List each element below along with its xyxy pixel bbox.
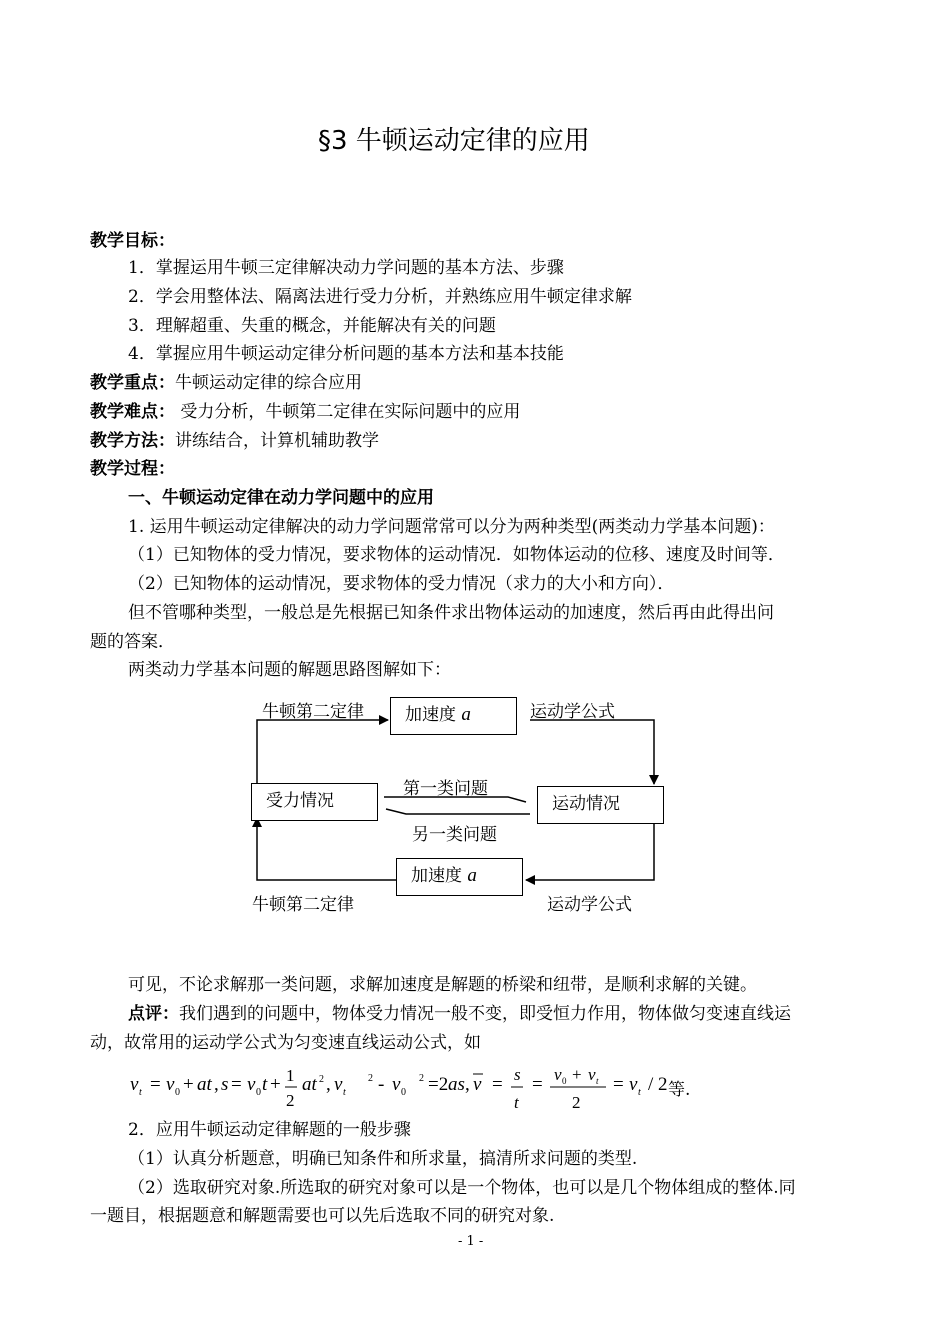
objective-item: 1．掌握运用牛顿三定律解决动力学问题的基本方法、步骤 (128, 258, 564, 278)
svg-text:=2: =2 (428, 1074, 449, 1095)
acceleration-box-bottom: 加速度 a (396, 858, 523, 896)
svg-text:t: t (139, 1087, 142, 1098)
paragraph: 动，故常用的运动学公式为匀变速直线运动公式，如 (90, 1033, 481, 1053)
svg-text:v: v (130, 1074, 139, 1095)
svg-text:,: , (465, 1074, 470, 1095)
svg-text:2: 2 (286, 1091, 295, 1110)
svg-text:2: 2 (419, 1073, 424, 1084)
svg-text:v: v (334, 1074, 343, 1095)
svg-text:=: = (532, 1074, 543, 1095)
svg-text:t: t (343, 1087, 346, 1098)
method-text: 讲练结合，计算机辅助教学 (175, 431, 379, 451)
svg-text:v: v (247, 1074, 256, 1095)
paragraph: 但不管哪种类型，一般总是先根据已知条件求出物体运动的加速度，然后再由此得出问 (128, 603, 774, 623)
objectives-label: 教学目标： (90, 231, 175, 251)
paragraph: （1）已知物体的受力情况，要求物体的运动情况．如物体运动的位移、速度及时间等． (128, 545, 785, 565)
svg-text:v: v (473, 1074, 482, 1095)
step2-heading: 2．应用牛顿运动定律解题的一般步骤 (128, 1120, 411, 1140)
difficulty-text: 受力分析，牛顿第二定律在实际问题中的应用 (175, 402, 521, 422)
force-box: 受力情况 (251, 783, 378, 821)
paragraph: （2）已知物体的运动情况，要求物体的受力情况（求力的大小和方向）． (128, 574, 675, 594)
svg-text:v: v (629, 1074, 638, 1095)
kinematics-formula (130, 1060, 770, 1118)
comment-label: 点评： (128, 1004, 179, 1024)
diagram-label-other-type: 另一类问题 (412, 825, 497, 845)
svg-text:/ 2: / 2 (648, 1074, 668, 1095)
svg-text:t: t (638, 1087, 641, 1098)
paragraph: （1）认真分析题意，明确已知条件和所求量，搞清所求问题的类型. (128, 1149, 638, 1169)
arrow-bottom-left (257, 818, 396, 880)
svg-text:-: - (378, 1074, 385, 1095)
svg-text:2: 2 (572, 1093, 581, 1112)
diagram-label-kinematics-bottom: 运动学公式 (547, 895, 632, 915)
svg-text:2: 2 (319, 1074, 324, 1085)
svg-text:=: = (492, 1074, 503, 1095)
comment-row (128, 1000, 791, 1028)
comment-text: 我们遇到的问题中，物体受力情况一般不变，即受恒力作用，物体做匀变速直线运 (179, 1004, 791, 1024)
svg-text:0: 0 (256, 1087, 261, 1098)
section1-heading: 一、牛顿运动定律在动力学问题中的应用 (128, 488, 434, 508)
arrow-mid-backward (386, 809, 530, 814)
diagram-label-newton-top: 牛顿第二定律 (262, 702, 364, 722)
motion-box: 运动情况 (537, 786, 664, 824)
paragraph: 一题目，根据题意和解题需要也可以先后选取不同的研究对象. (90, 1206, 555, 1226)
svg-text:as: as (448, 1074, 465, 1095)
svg-text:,: , (326, 1074, 331, 1095)
svg-text:2: 2 (368, 1073, 373, 1084)
svg-text:t: t (514, 1093, 519, 1112)
svg-text:v: v (392, 1074, 401, 1095)
svg-text:at: at (302, 1074, 317, 1095)
svg-text:0: 0 (401, 1087, 406, 1098)
svg-text:=: = (613, 1074, 624, 1095)
svg-text:t: t (262, 1074, 268, 1095)
objective-item: 3．理解超重、失重的概念，并能解决有关的问题 (128, 316, 496, 336)
key-point-text: 牛顿运动定律的综合应用 (175, 373, 362, 393)
page-title: §3 牛顿运动定律的应用 (318, 126, 590, 156)
svg-text:v: v (554, 1065, 562, 1084)
diagram-label-newton-bottom: 牛顿第二定律 (252, 895, 354, 915)
arrow-bottom-right (526, 822, 654, 880)
svg-text:+: + (572, 1065, 582, 1084)
svg-text:+: + (270, 1074, 281, 1095)
paragraph: 题的答案． (90, 632, 175, 652)
svg-text:1: 1 (286, 1066, 295, 1085)
difficulty-label: 教学难点： (90, 402, 175, 422)
diagram-label-first-type: 第一类问题 (403, 779, 488, 799)
paragraph: （2）选取研究对象.所选取的研究对象可以是一个物体，也可以是几个物体组成的整体.同 (128, 1178, 796, 1198)
process-label: 教学过程： (90, 459, 175, 479)
diagram-label-kinematics-top: 运动学公式 (530, 702, 615, 722)
svg-text:,: , (214, 1074, 219, 1095)
svg-text:s: s (514, 1065, 521, 1084)
page-number: - 1 - (458, 1234, 484, 1249)
method-label: 教学方法： (90, 431, 175, 451)
svg-text:v: v (166, 1074, 175, 1095)
objective-item: 2．学会用整体法、隔离法进行受力分析，并熟练应用牛顿定律求解 (128, 287, 632, 307)
svg-text:at: at (197, 1074, 212, 1095)
svg-text:s: s (221, 1074, 229, 1095)
svg-text:t: t (596, 1076, 599, 1086)
paragraph: 两类动力学基本问题的解题思路图解如下： (128, 660, 451, 680)
arrow-top-right (530, 720, 654, 784)
svg-text:v: v (588, 1065, 596, 1084)
svg-text:+: + (183, 1074, 194, 1095)
svg-text:=: = (150, 1074, 161, 1095)
paragraph: 可见，不论求解那一类问题，求解加速度是解题的桥梁和纽带，是顺利求解的关键。 (128, 975, 757, 995)
paragraph: 1. 运用牛顿运动定律解决的动力学问题常常可以分为两种类型(两类动力学基本问题)： (128, 517, 775, 537)
arrow-top-left (257, 720, 388, 785)
objective-item: 4．掌握应用牛顿运动定律分析问题的基本方法和基本技能 (128, 344, 564, 364)
svg-text:0: 0 (562, 1076, 567, 1086)
svg-text:=: = (231, 1074, 242, 1095)
svg-text:0: 0 (175, 1087, 180, 1098)
acceleration-box-top: 加速度 a (390, 697, 517, 735)
formula-tail: 等. (668, 1080, 691, 1100)
key-point-label: 教学重点： (90, 373, 175, 393)
